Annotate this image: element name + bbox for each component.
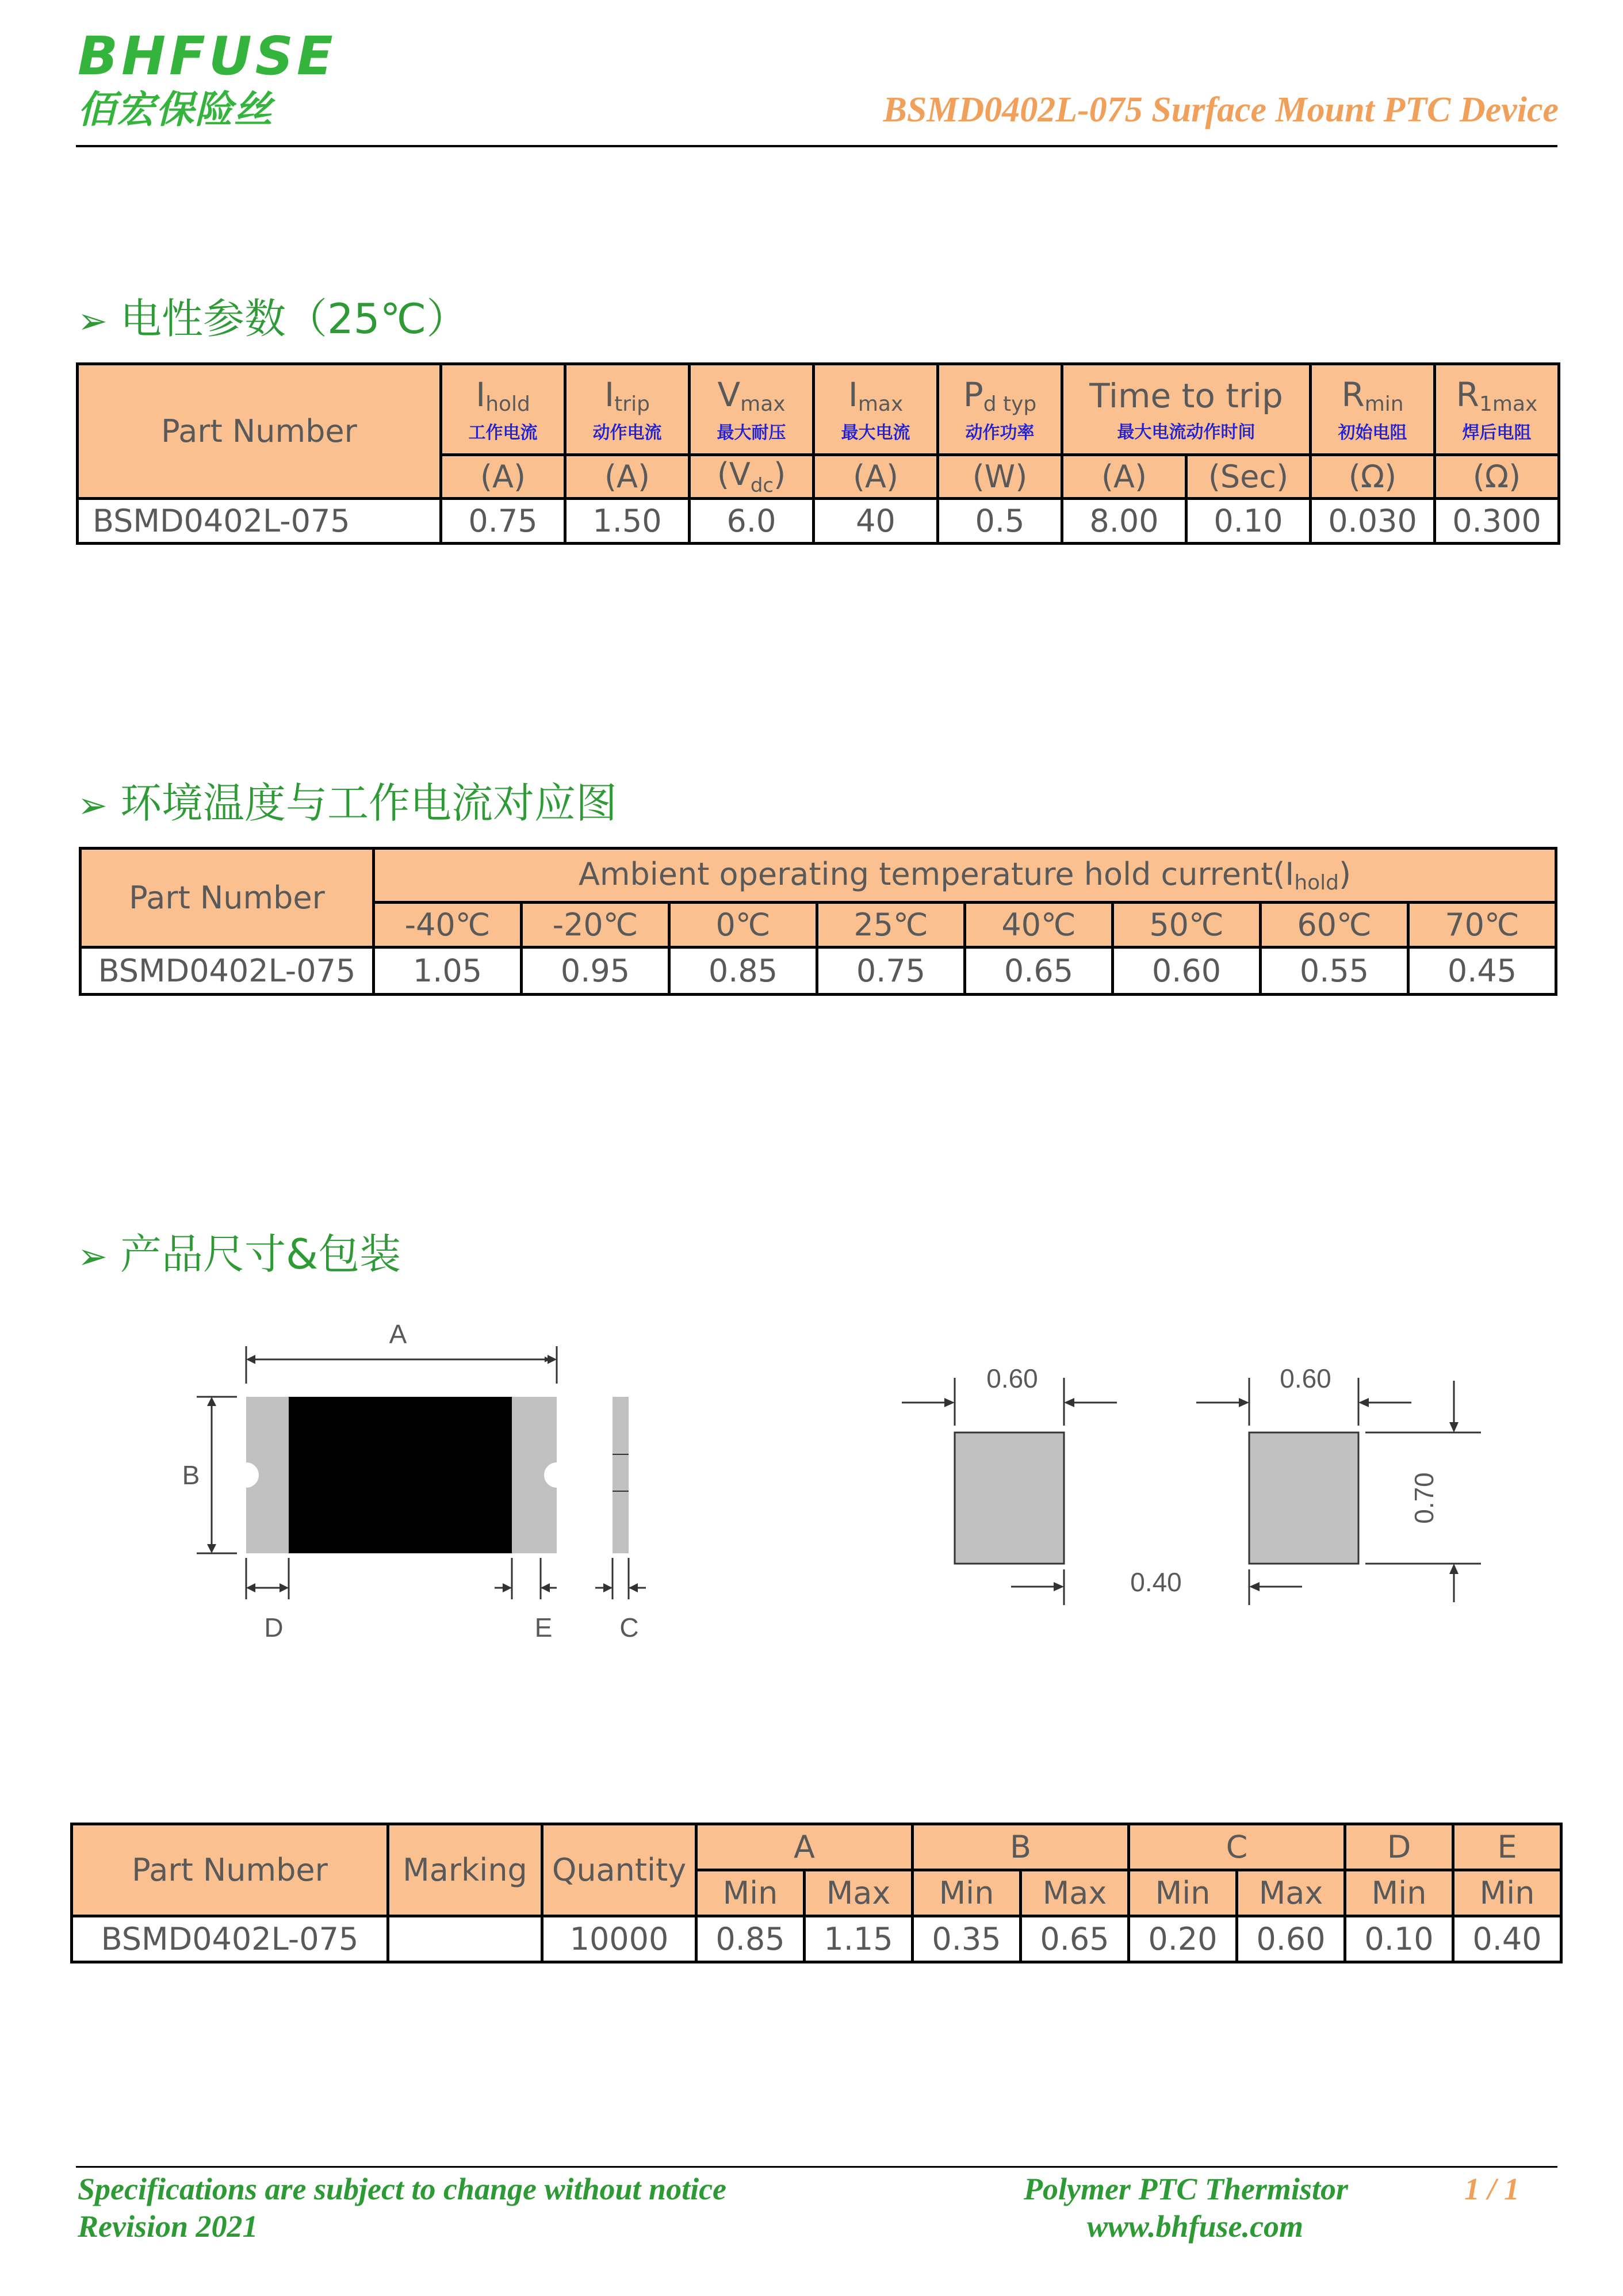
value-cell: 0.65 [1021, 1916, 1129, 1962]
unit-cell: (Ω) [1311, 455, 1435, 499]
document-title: BSMD0402L-075 Surface Mount PTC Device [883, 90, 1559, 129]
value-cell: 0.10 [1186, 499, 1311, 544]
footer-website-link[interactable]: www.bhfuse.com [1087, 2209, 1304, 2244]
value-cell: 1.15 [805, 1916, 913, 1962]
value-cell: 0.10 [1345, 1916, 1453, 1962]
imax-header: $I_{max}$ 最大电流 [814, 364, 938, 455]
min-max-header: Max [1021, 1870, 1129, 1916]
unit-cell: $(V_{dc})$ [690, 455, 814, 499]
arrowhead [280, 1583, 289, 1592]
temperature-cell: 60℃ [1261, 903, 1408, 948]
min-max-header: Min [1129, 1870, 1237, 1916]
brand-logo-text: BHFUSE [78, 25, 336, 87]
part-number-cell: BSMD0402L-075 [81, 948, 374, 995]
footer-revision: Revision 2021 [78, 2209, 258, 2244]
label-c: C [619, 1613, 639, 1642]
label-d: D [264, 1613, 284, 1642]
arrowhead [1054, 1582, 1064, 1591]
header-divider [76, 145, 1557, 147]
value-cell: 1.05 [374, 948, 522, 995]
arrowhead [548, 1355, 557, 1364]
arrowhead [944, 1398, 955, 1407]
value-cell: 0.35 [913, 1916, 1021, 1962]
solder-pad-layout-drawing [886, 1346, 1495, 1617]
min-max-header: Min [1453, 1870, 1561, 1916]
min-max-header: Min [913, 1870, 1021, 1916]
arrow-bullet-icon: ➢ [78, 784, 108, 826]
unit-cell: (A) [1062, 455, 1186, 499]
dimension-group-header: C [1129, 1824, 1345, 1870]
value-cell: 0.55 [1261, 948, 1408, 995]
dimension-group-header: B [913, 1824, 1129, 1870]
pad-width-label: 0.60 [986, 1363, 1038, 1393]
marking-header: Marking [388, 1824, 542, 1916]
unit-cell: (Ω) [1435, 455, 1559, 499]
dimension-group-header: A [696, 1824, 913, 1870]
unit-cell: (A) [565, 455, 690, 499]
part-number-cell: BSMD0402L-075 [72, 1916, 388, 1962]
temperature-cell: 40℃ [965, 903, 1113, 948]
footer-page-number: 1 / 1 [1464, 2172, 1520, 2206]
temperature-cell: 70℃ [1408, 903, 1556, 948]
section-heading-text: 电性参数（25℃） [120, 295, 468, 343]
vmax-header: $V_{max}$ 最大耐压 [690, 364, 814, 455]
value-cell: 1.50 [565, 499, 690, 544]
value-cell: 0.300 [1435, 499, 1559, 544]
temperature-cell: 0℃ [669, 903, 817, 948]
value-cell: 0.65 [965, 948, 1113, 995]
footer-notice: Specifications are subject to change without notice [78, 2172, 727, 2206]
label-a: A [389, 1319, 407, 1349]
part-number-header: Part Number [78, 364, 441, 499]
section-heading-text: 环境温度与工作电流对应图 [120, 779, 617, 827]
time-to-trip-header: Time to trip 最大电流动作时间 [1062, 364, 1311, 455]
pd-typ-header: $P_{d typ}$ 动作功率 [938, 364, 1062, 455]
footer-divider [76, 2166, 1557, 2168]
dimension-group-header: D [1345, 1824, 1453, 1870]
value-cell: 6.0 [690, 499, 814, 544]
pad-height-label: 0.70 [1409, 1472, 1439, 1524]
min-max-header: Min [1345, 1870, 1453, 1916]
part-number-header: Part Number [72, 1824, 388, 1916]
pad-gap-label: 0.40 [1130, 1567, 1182, 1597]
arrowhead [603, 1583, 613, 1592]
arrowhead [1358, 1398, 1369, 1407]
r1max-header: $R_{1max}$ 焊后电阻 [1435, 364, 1559, 455]
value-cell: 0.5 [938, 499, 1062, 544]
value-cell: 0.40 [1453, 1916, 1561, 1962]
solder-pad-right [1249, 1432, 1358, 1564]
unit-cell: (W) [938, 455, 1062, 499]
device-dimension-drawing [173, 1317, 667, 1663]
itrip-header: $I_{trip}$ 动作电流 [565, 364, 690, 455]
arrowhead [629, 1583, 638, 1592]
temperature-cell: -20℃ [522, 903, 669, 948]
arrow-bullet-icon: ➢ [78, 300, 108, 342]
unit-cell: (A) [441, 455, 565, 499]
dimension-group-header: E [1453, 1824, 1561, 1870]
side-view [613, 1397, 629, 1553]
value-cell: 0.95 [522, 948, 669, 995]
value-cell: 40 [814, 499, 938, 544]
arrowhead [207, 1544, 216, 1553]
value-cell: 0.030 [1311, 499, 1435, 544]
part-number-header: Part Number [81, 849, 374, 948]
value-cell: 0.20 [1129, 1916, 1237, 1962]
value-cell: 0.85 [696, 1916, 805, 1962]
min-max-header: Min [696, 1870, 805, 1916]
arrowhead [1064, 1398, 1074, 1407]
section-heading-electrical [78, 295, 468, 343]
device-body [289, 1397, 512, 1553]
value-cell: 0.85 [669, 948, 817, 995]
arrowhead [1449, 1564, 1459, 1574]
min-max-header: Max [805, 1870, 913, 1916]
electrical-characteristics-table [76, 362, 1560, 545]
section-heading-dimensions [78, 1230, 401, 1278]
temperature-cell: 50℃ [1113, 903, 1261, 948]
part-number-cell: BSMD0402L-075 [78, 499, 441, 544]
arrowhead [1249, 1582, 1260, 1591]
footer-product: Polymer PTC Thermistor [1024, 2172, 1348, 2206]
arrowhead [503, 1583, 512, 1592]
temperature-cell: 25℃ [817, 903, 965, 948]
min-max-header: Max [1237, 1870, 1345, 1916]
value-cell: 8.00 [1062, 499, 1186, 544]
section-heading-text: 产品尺寸&包装 [120, 1230, 401, 1278]
label-e: E [534, 1613, 553, 1642]
arrowhead [1239, 1398, 1249, 1407]
temperature-derating-table [79, 847, 1557, 996]
arrowhead [1449, 1422, 1459, 1432]
unit-cell: (A) [814, 455, 938, 499]
quantity-cell: 10000 [542, 1916, 696, 1962]
dimensions-package-table [70, 1823, 1563, 1963]
arrowhead [246, 1583, 255, 1592]
value-cell: 0.60 [1237, 1916, 1345, 1962]
arrowhead [246, 1355, 255, 1364]
value-cell: 0.60 [1113, 948, 1261, 995]
label-b: B [182, 1460, 200, 1490]
brand-logo-chinese: 佰宏保险丝 [78, 87, 273, 132]
value-cell: 0.75 [817, 948, 965, 995]
value-cell: 0.75 [441, 499, 565, 544]
rmin-header: $R_{min}$ 初始电阻 [1311, 364, 1435, 455]
arrow-bullet-icon: ➢ [78, 1235, 108, 1277]
ambient-temperature-title: Ambient operating temperature hold $current(I_{hold})$ [374, 849, 1556, 903]
unit-cell: (Sec) [1186, 455, 1311, 499]
pad-width-label: 0.60 [1280, 1363, 1331, 1393]
solder-pad-left [955, 1432, 1064, 1564]
temperature-cell: -40℃ [374, 903, 522, 948]
section-heading-temperature [78, 779, 617, 827]
value-cell: 0.45 [1408, 948, 1556, 995]
quantity-header: Quantity [542, 1824, 696, 1916]
ihold-header: $I_{hold}$ 工作电流 [441, 364, 565, 455]
arrowhead [541, 1583, 550, 1592]
marking-cell [388, 1916, 542, 1962]
arrowhead [207, 1397, 216, 1406]
